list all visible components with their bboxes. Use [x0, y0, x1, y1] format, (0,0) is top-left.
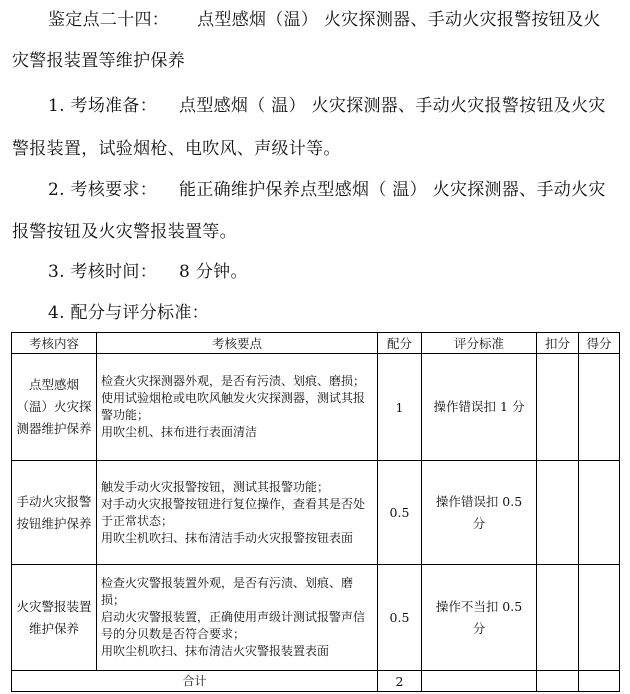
row-category: 点型感烟（温）火灾探测器维护保养 [12, 354, 97, 461]
row-score: 0.5 [378, 461, 422, 565]
requirement-text-1: 能正确维护保养点型感烟（ 温） 火灾探测器、手动火灾 [179, 180, 606, 200]
row-standard: 操作不当扣 0.5 分 [422, 565, 537, 671]
total-label: 合计 [12, 671, 378, 692]
row-earned [579, 461, 620, 565]
header-earned: 得分 [579, 333, 620, 354]
total-value: 2 [378, 671, 422, 692]
total-standard-empty [422, 671, 537, 692]
prep-line-2: 警报装置，试验烟枪、电吹风、声级计等。 [12, 139, 341, 159]
scoring-table [11, 332, 620, 692]
table-row [12, 565, 620, 671]
point-item: 对手动火灾报警按钮进行复位操作，查看其是否处于正常状态； [101, 496, 366, 528]
total-deduct-empty [537, 671, 579, 692]
heading-title-tail: 点型感烟（温） 火灾探测器、手动火灾报警按钮及火 [197, 10, 601, 30]
table-total-row [12, 671, 620, 692]
time-label: 3. 考核时间： [48, 262, 158, 282]
row-standard: 操作错误扣 1 分 [422, 354, 537, 461]
header-deduct: 扣分 [537, 333, 579, 354]
heading-line-1 [48, 11, 630, 30]
point-item: 触发手动火灾报警按钮，测试其报警功能； [101, 479, 330, 494]
point-item: 用吹尘机、抹布进行表面清洁 [101, 425, 258, 439]
table-row [12, 354, 620, 461]
row-points [97, 565, 378, 671]
header-category: 考核内容 [12, 333, 97, 354]
row-standard: 操作错误扣 0.5 分 [422, 461, 537, 565]
requirement-line-1 [48, 181, 630, 200]
heading-line-2: 灾警报装置等维护保养 [12, 51, 185, 71]
header-points: 考核要点 [97, 333, 378, 354]
point-item: 检查火灾探测器外观，是否有污渍、划痕、磨损； [101, 374, 366, 388]
point-item: 用吹尘机吹扫、抹布清洁手动火灾报警按钮表面 [101, 530, 354, 545]
header-score: 配分 [378, 333, 422, 354]
table-row [12, 461, 620, 565]
total-earned-empty [579, 671, 620, 692]
time-value: 8 分钟。 [179, 262, 248, 282]
header-standard: 评分标准 [422, 333, 537, 354]
row-score: 1 [378, 354, 422, 461]
time-line [48, 263, 630, 282]
requirement-label: 2. 考核要求： [48, 180, 158, 200]
row-deduct [537, 354, 579, 461]
point-item: 启动火灾警报装置，正确使用声级计测试报警声信号的分贝数是否符合要求； [101, 610, 366, 641]
prep-label: 1. 考场准备： [48, 96, 158, 116]
row-points [97, 354, 378, 461]
point-item: 检查火灾警报装置外观，是否有污渍、划痕、磨损； [101, 576, 354, 607]
row-category: 火灾警报装置维护保养 [12, 565, 97, 671]
row-score: 0.5 [378, 565, 422, 671]
prep-text-1: 点型感烟（ 温） 火灾探测器、手动火灾报警按钮及火灾 [179, 96, 606, 116]
table-header-row [12, 333, 620, 354]
point-item: 使用试验烟枪或电吹风触发火灾探测器，测试其报警功能； [101, 391, 366, 422]
point-item: 用吹尘机吹扫、抹布清洁火灾警报装置表面 [101, 644, 330, 658]
prep-line-1 [48, 97, 630, 116]
heading-title: 鉴定点二十四： [48, 10, 170, 30]
row-earned [579, 565, 620, 671]
row-earned [579, 354, 620, 461]
scoring-title: 4. 配分与评分标准： [48, 303, 209, 323]
row-deduct [537, 461, 579, 565]
row-points [97, 461, 378, 565]
row-category: 手动火灾报警按钮维护保养 [12, 461, 97, 565]
requirement-line-2: 报警按钮及火灾警报装置等。 [12, 222, 237, 242]
row-deduct [537, 565, 579, 671]
